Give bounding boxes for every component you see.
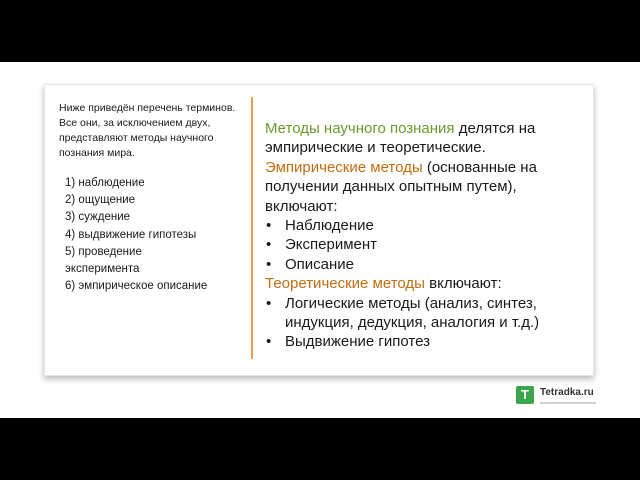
terms-list xyxy=(65,175,239,295)
list-item xyxy=(265,216,585,235)
empirical-heading xyxy=(265,158,585,216)
list-item: эксперимента xyxy=(65,263,140,276)
bullet-icon: • xyxy=(266,333,272,351)
column-divider xyxy=(251,97,253,359)
task-intro: Ниже приведён перечень терминов. Все они, за исключением двух, представляют методы научного познания мира. xyxy=(59,102,236,159)
theoretical-list xyxy=(265,294,585,352)
bullet-icon: • xyxy=(266,255,272,273)
list-item: 4) выдвижение гипотезы xyxy=(65,228,197,241)
bullet-icon: • xyxy=(266,217,272,235)
highlight-theoretical-methods: Теоретические методы xyxy=(265,275,425,293)
logo-mark-letter: T xyxy=(521,387,529,402)
list-item: 2) ощущение xyxy=(65,194,136,207)
methods-intro xyxy=(265,119,585,158)
logo-tagline-line xyxy=(540,402,596,404)
list-item: 6) эмпирическое описание xyxy=(65,280,208,293)
list-item xyxy=(265,332,585,351)
content-card xyxy=(44,84,594,376)
logo-t-icon xyxy=(516,386,534,404)
list-item xyxy=(265,294,585,333)
logo-name: Tetradka.ru xyxy=(540,387,594,398)
empirical-heading-text: (основанные на получении данных опытным путем), включают: xyxy=(265,158,537,215)
task-column xyxy=(59,101,239,295)
list-item xyxy=(265,235,585,254)
methods-intro-text: делятся на эмпирические и теоретические. xyxy=(265,120,536,157)
empirical-list xyxy=(265,216,585,274)
theoretical-heading-text: включают: xyxy=(424,275,502,293)
theoretical-heading xyxy=(265,274,585,293)
bullet-icon: • xyxy=(266,236,272,254)
tetradka-logo xyxy=(516,386,616,410)
list-item-text: Эксперимент xyxy=(285,236,378,254)
bullet-icon: • xyxy=(266,294,272,312)
list-item: 5) проведение xyxy=(65,245,142,258)
slide xyxy=(0,62,640,418)
explanation-column xyxy=(265,119,585,352)
highlight-scientific-methods: Методы научного познания xyxy=(265,120,455,137)
list-item-text: Выдвижение гипотез xyxy=(285,333,431,351)
highlight-empirical-methods: Эмпирические методы xyxy=(265,158,423,176)
list-item-text: Логические методы (анализ, синтез, индукция, дедукция, аналогия и т.д.) xyxy=(285,294,540,332)
list-item: 1) наблюдение xyxy=(65,177,145,189)
list-item xyxy=(265,255,585,274)
list-item-text: Наблюдение xyxy=(285,217,374,235)
list-item-text: Описание xyxy=(285,255,355,273)
list-item: 3) суждение xyxy=(65,211,131,224)
